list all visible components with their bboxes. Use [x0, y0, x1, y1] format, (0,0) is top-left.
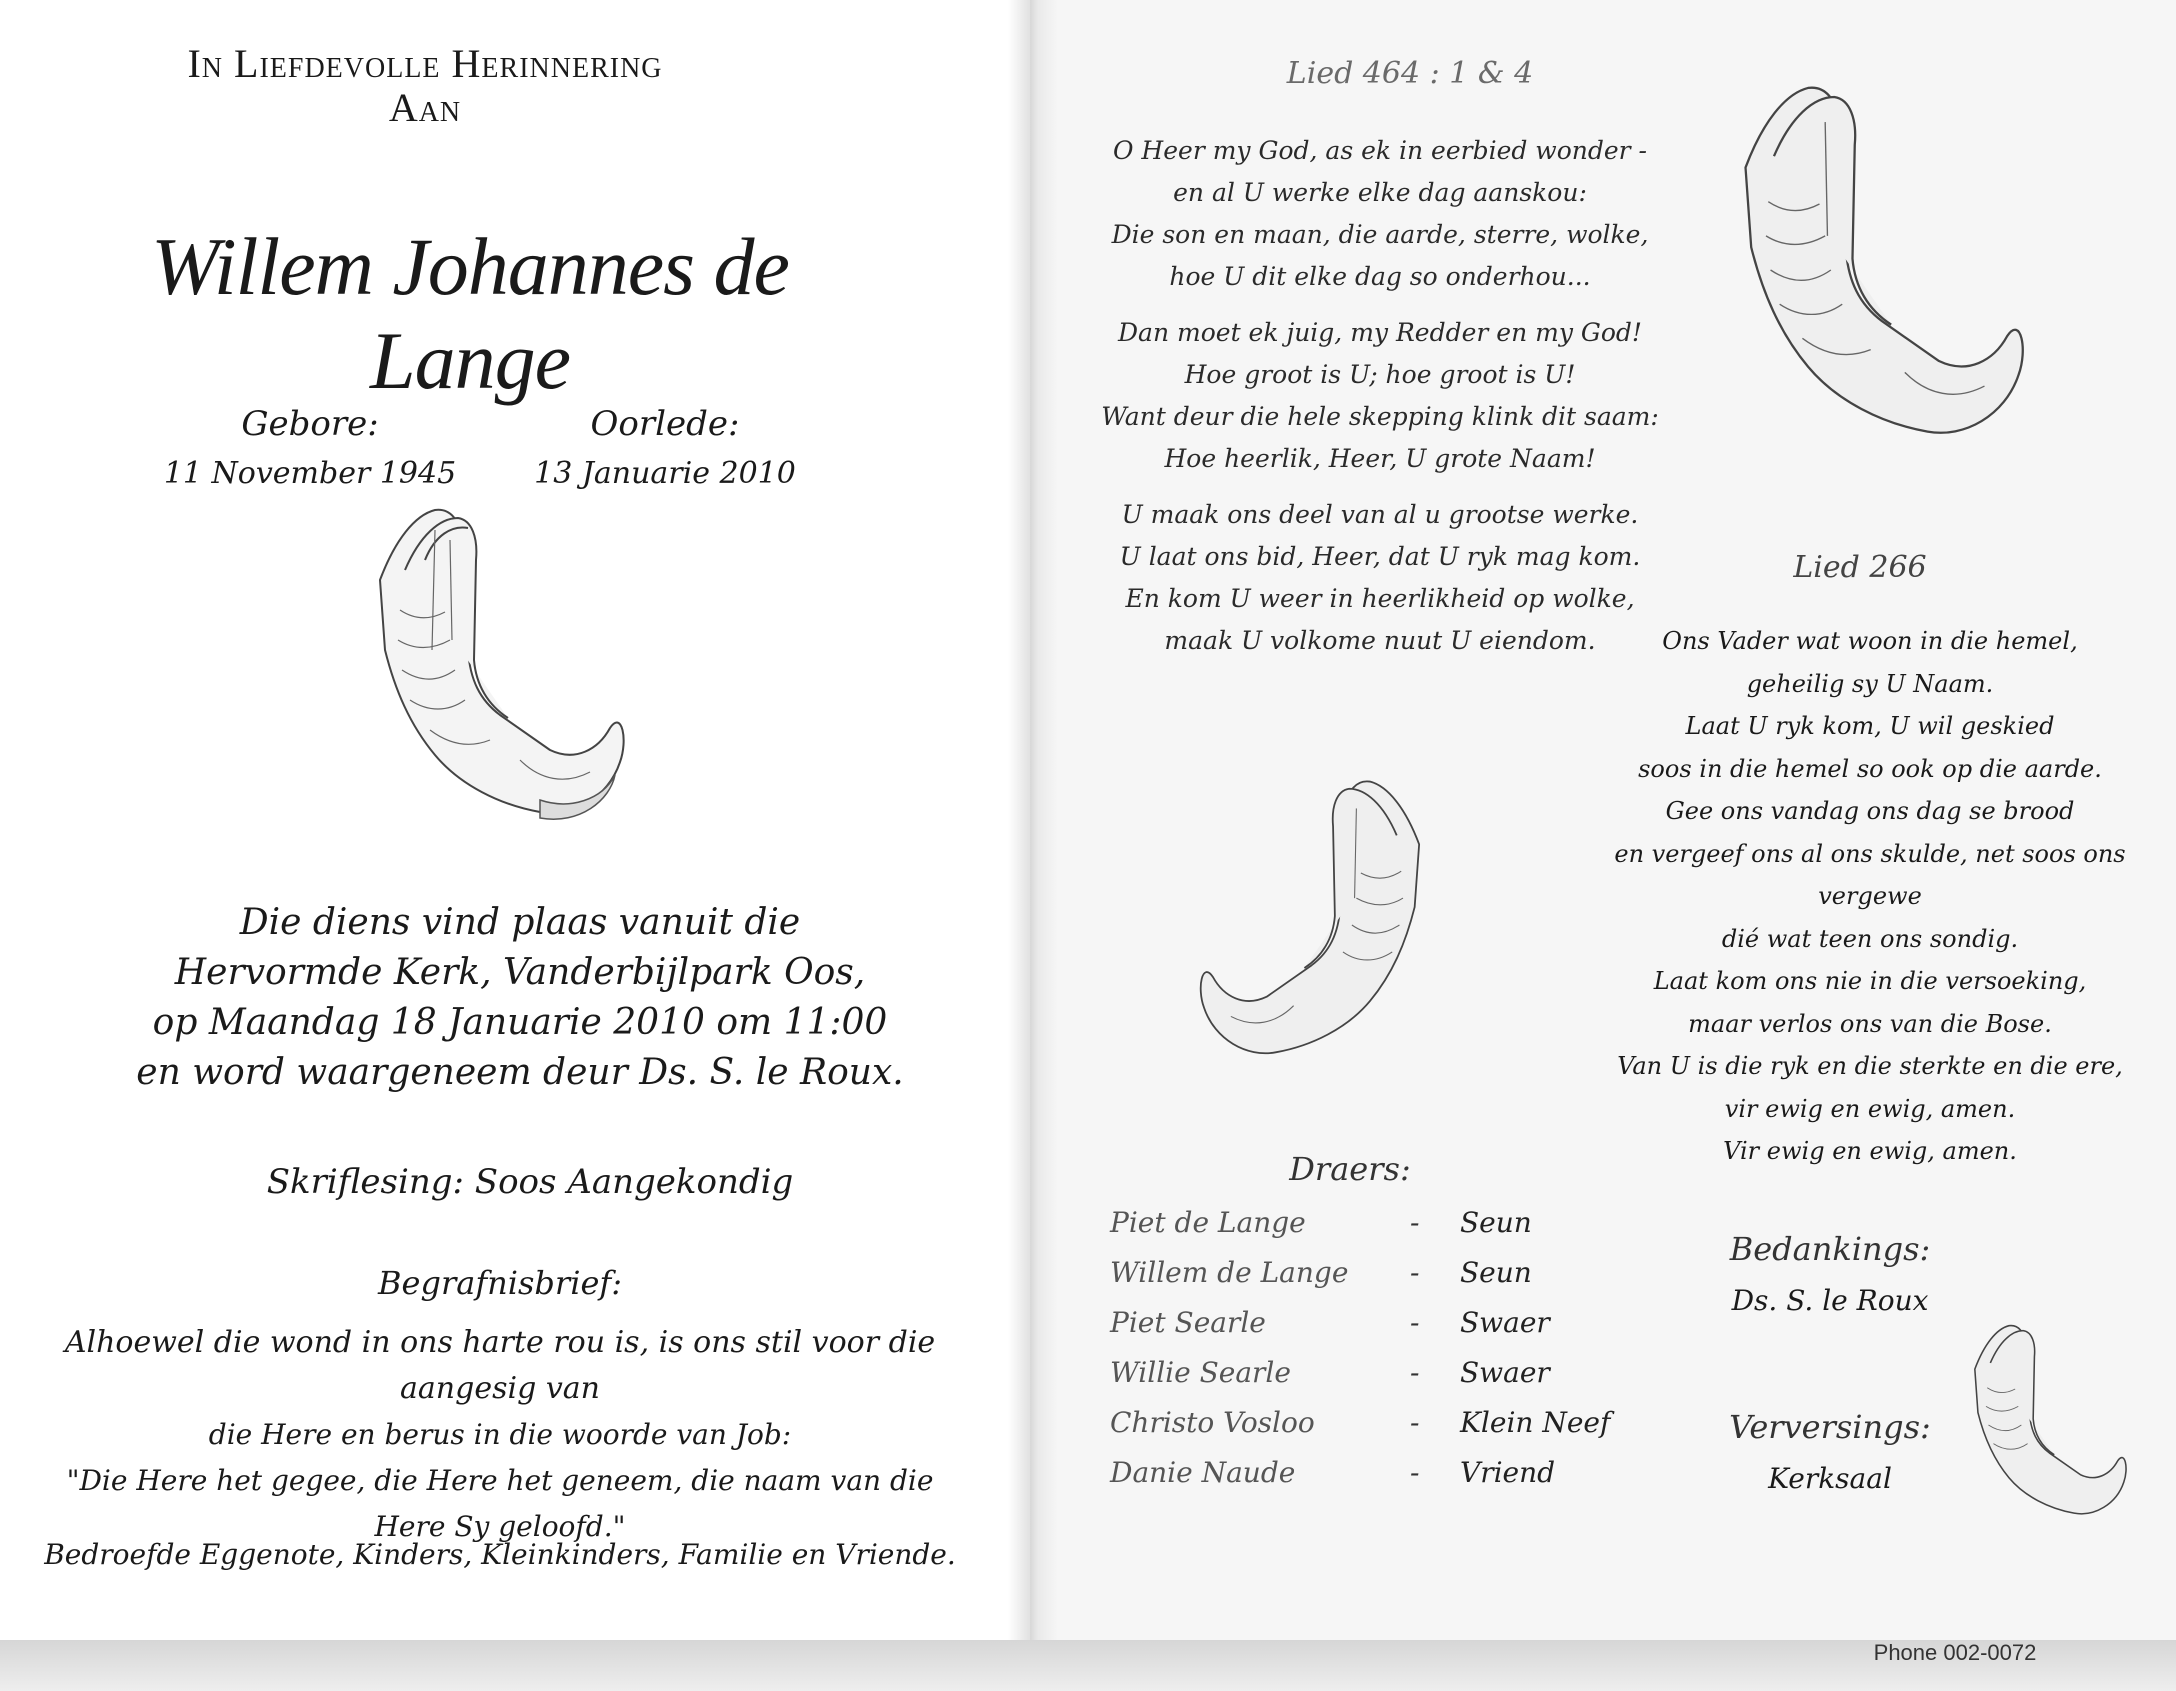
deceased-name: Willem Johannes de Lange [151, 221, 789, 406]
bearer-row [1110, 1298, 1670, 1348]
service-line: Hervormde Kerk, Vanderbijlpark Oos, [174, 952, 866, 993]
hymn-line: Laat U ryk kom, U wil geskied [1685, 712, 2055, 740]
bearer-name: Christo Vosloo [1110, 1406, 1315, 1439]
bearer-dash: - [1410, 1306, 1420, 1339]
hymn-line: Die son en maan, die aarde, sterre, wolke, [1111, 220, 1649, 249]
bearer-relation: Seun [1460, 1206, 1532, 1239]
bearer-dash: - [1410, 1406, 1420, 1439]
memorial-heading-line2: Aan [388, 85, 462, 130]
service-details [80, 898, 960, 1098]
bearer-name: Willie Searle [1110, 1356, 1291, 1389]
funeral-letter [0, 1320, 1000, 1550]
letter-line: Alhoewel die wond in ons harte rou is, is ons stil voor die aangesig van [64, 1325, 936, 1406]
hymn-line: Want deur die hele skepping klink dit saam: [1101, 402, 1659, 431]
bearer-row [1110, 1348, 1670, 1398]
bearer-relation: Seun [1460, 1256, 1532, 1289]
praying-hands-icon [340, 500, 630, 840]
hymn-line: maar verlos ons van die Bose. [1688, 1009, 2052, 1038]
bearer-relation: Klein Neef [1460, 1406, 1611, 1439]
bearer-row [1110, 1398, 1670, 1448]
praying-hands-icon [1700, 60, 2030, 480]
hymn-line: geheilig sy U Naam. [1746, 669, 1994, 698]
hymn-line: Van U is die ryk en die sterkte en die ere, [1617, 1052, 2123, 1080]
bearer-relation: Swaer [1460, 1306, 1550, 1339]
hymn-line: maak U volkome nuut U eiendom. [1164, 626, 1596, 655]
born-label: Gebore: [241, 404, 379, 444]
hymn-line: dié wat teen ons sondig. [1721, 924, 2019, 953]
praying-hands-icon [1950, 1310, 2130, 1540]
service-line: en word waargeneem deur Ds. S. le Roux. [136, 1052, 904, 1093]
hymn-line: U laat ons bid, Heer, dat U ryk mag kom. [1119, 542, 1641, 571]
hymn-line: U maak ons deel van al u grootse werke. [1121, 500, 1639, 529]
refreshments-value: Kerksaal [1768, 1462, 1892, 1495]
hymn1-text [1100, 130, 1660, 676]
bearer-relation: Vriend [1460, 1456, 1556, 1489]
letter-line: "Die Here het gegee, die Here het geneem, die naam van die [66, 1464, 934, 1497]
memorial-heading [150, 42, 700, 130]
bearer-dash: - [1410, 1256, 1420, 1289]
hymn-line: En kom U weer in heerlikheid op wolke, [1125, 584, 1635, 613]
letter-line: Here Sy geloofd." [374, 1510, 626, 1543]
hymn-line: soos in die hemel so ook op die aarde. [1638, 754, 2102, 783]
refreshments-title: Verversings: [1729, 1408, 1931, 1446]
hymn-line: Gee ons vandag ons dag se brood [1665, 797, 2075, 825]
praying-hands-icon [1195, 760, 1455, 1090]
thanks-value: Ds. S. le Roux [1731, 1284, 1929, 1317]
hymn-line: Hoe groot is U; hoe groot is U! [1184, 360, 1576, 389]
bearer-name: Piet de Lange [1110, 1206, 1306, 1239]
hymn-line: en vergeef ons al ons skulde, net soos ons vergewe [1614, 839, 2126, 910]
bearers-title: Draers: [1289, 1150, 1411, 1188]
hymn1-stanza [1100, 312, 1660, 480]
hymn-line: Laat kom ons nie in die versoeking, [1653, 967, 2087, 995]
hymn-line: Ons Vader wat woon in die hemel, [1662, 627, 2078, 655]
letter-line: die Here en berus in die woorde van Job: [208, 1418, 792, 1451]
bearer-name: Danie Naude [1110, 1456, 1296, 1489]
service-line: Die diens vind plaas vanuit die [239, 902, 801, 943]
funeral-letter-heading: Begrafnisbrief: [378, 1264, 622, 1302]
bearer-name: Piet Searle [1110, 1306, 1266, 1339]
mourners-signoff: Bedroefde Eggenote, Kinders, Kleinkinders, Familie en Vriende. [44, 1538, 956, 1571]
bearer-row [1110, 1248, 1670, 1298]
hymn-line: Hoe heerlik, Heer, U grote Naam! [1164, 444, 1596, 473]
hymn-line: vir ewig en ewig, amen. [1724, 1094, 2016, 1123]
bearer-name: Willem de Lange [1110, 1256, 1349, 1289]
bearer-dash: - [1410, 1206, 1420, 1239]
bearer-dash: - [1410, 1456, 1420, 1489]
bearer-dash: - [1410, 1356, 1420, 1389]
hymn-line: Dan moet ek juig, my Redder en my God! [1118, 318, 1642, 347]
died-label: Oorlede: [590, 404, 740, 444]
hymn-line: O Heer my God, as ek in eerbied wonder - [1112, 136, 1648, 165]
bearer-row [1110, 1448, 1670, 1498]
hymn2-text [1570, 620, 2170, 1173]
page-fold [1008, 0, 1058, 1691]
born-date: 11 November 1945 [163, 456, 457, 491]
hymn-line: hoe U dit elke dag so onderhou... [1169, 262, 1591, 291]
hymn-line: Vir ewig en ewig, amen. [1723, 1137, 2017, 1165]
bearer-row [1110, 1198, 1670, 1248]
died-date: 13 Januarie 2010 [534, 456, 796, 491]
hymn2-title: Lied 266 [1793, 550, 1927, 585]
hymn1-stanza [1100, 130, 1660, 298]
phone-fragment: Phone 002-0072 [1873, 1640, 2037, 1665]
thanks-title: Bedankings: [1729, 1230, 1931, 1268]
bearer-relation: Swaer [1460, 1356, 1550, 1389]
service-line: op Maandag 18 Januarie 2010 om 11:00 [152, 1002, 888, 1043]
bearers-list [1110, 1198, 1670, 1498]
memorial-heading-line1: In Liefdevolle Herinnering [187, 41, 663, 86]
hymn1-title: Lied 464 : 1 & 4 [1286, 56, 1534, 91]
scripture-reading: Skriflesing: Soos Aangekondig [266, 1162, 794, 1202]
hymn-line: en al U werke elke dag aanskou: [1173, 178, 1587, 207]
